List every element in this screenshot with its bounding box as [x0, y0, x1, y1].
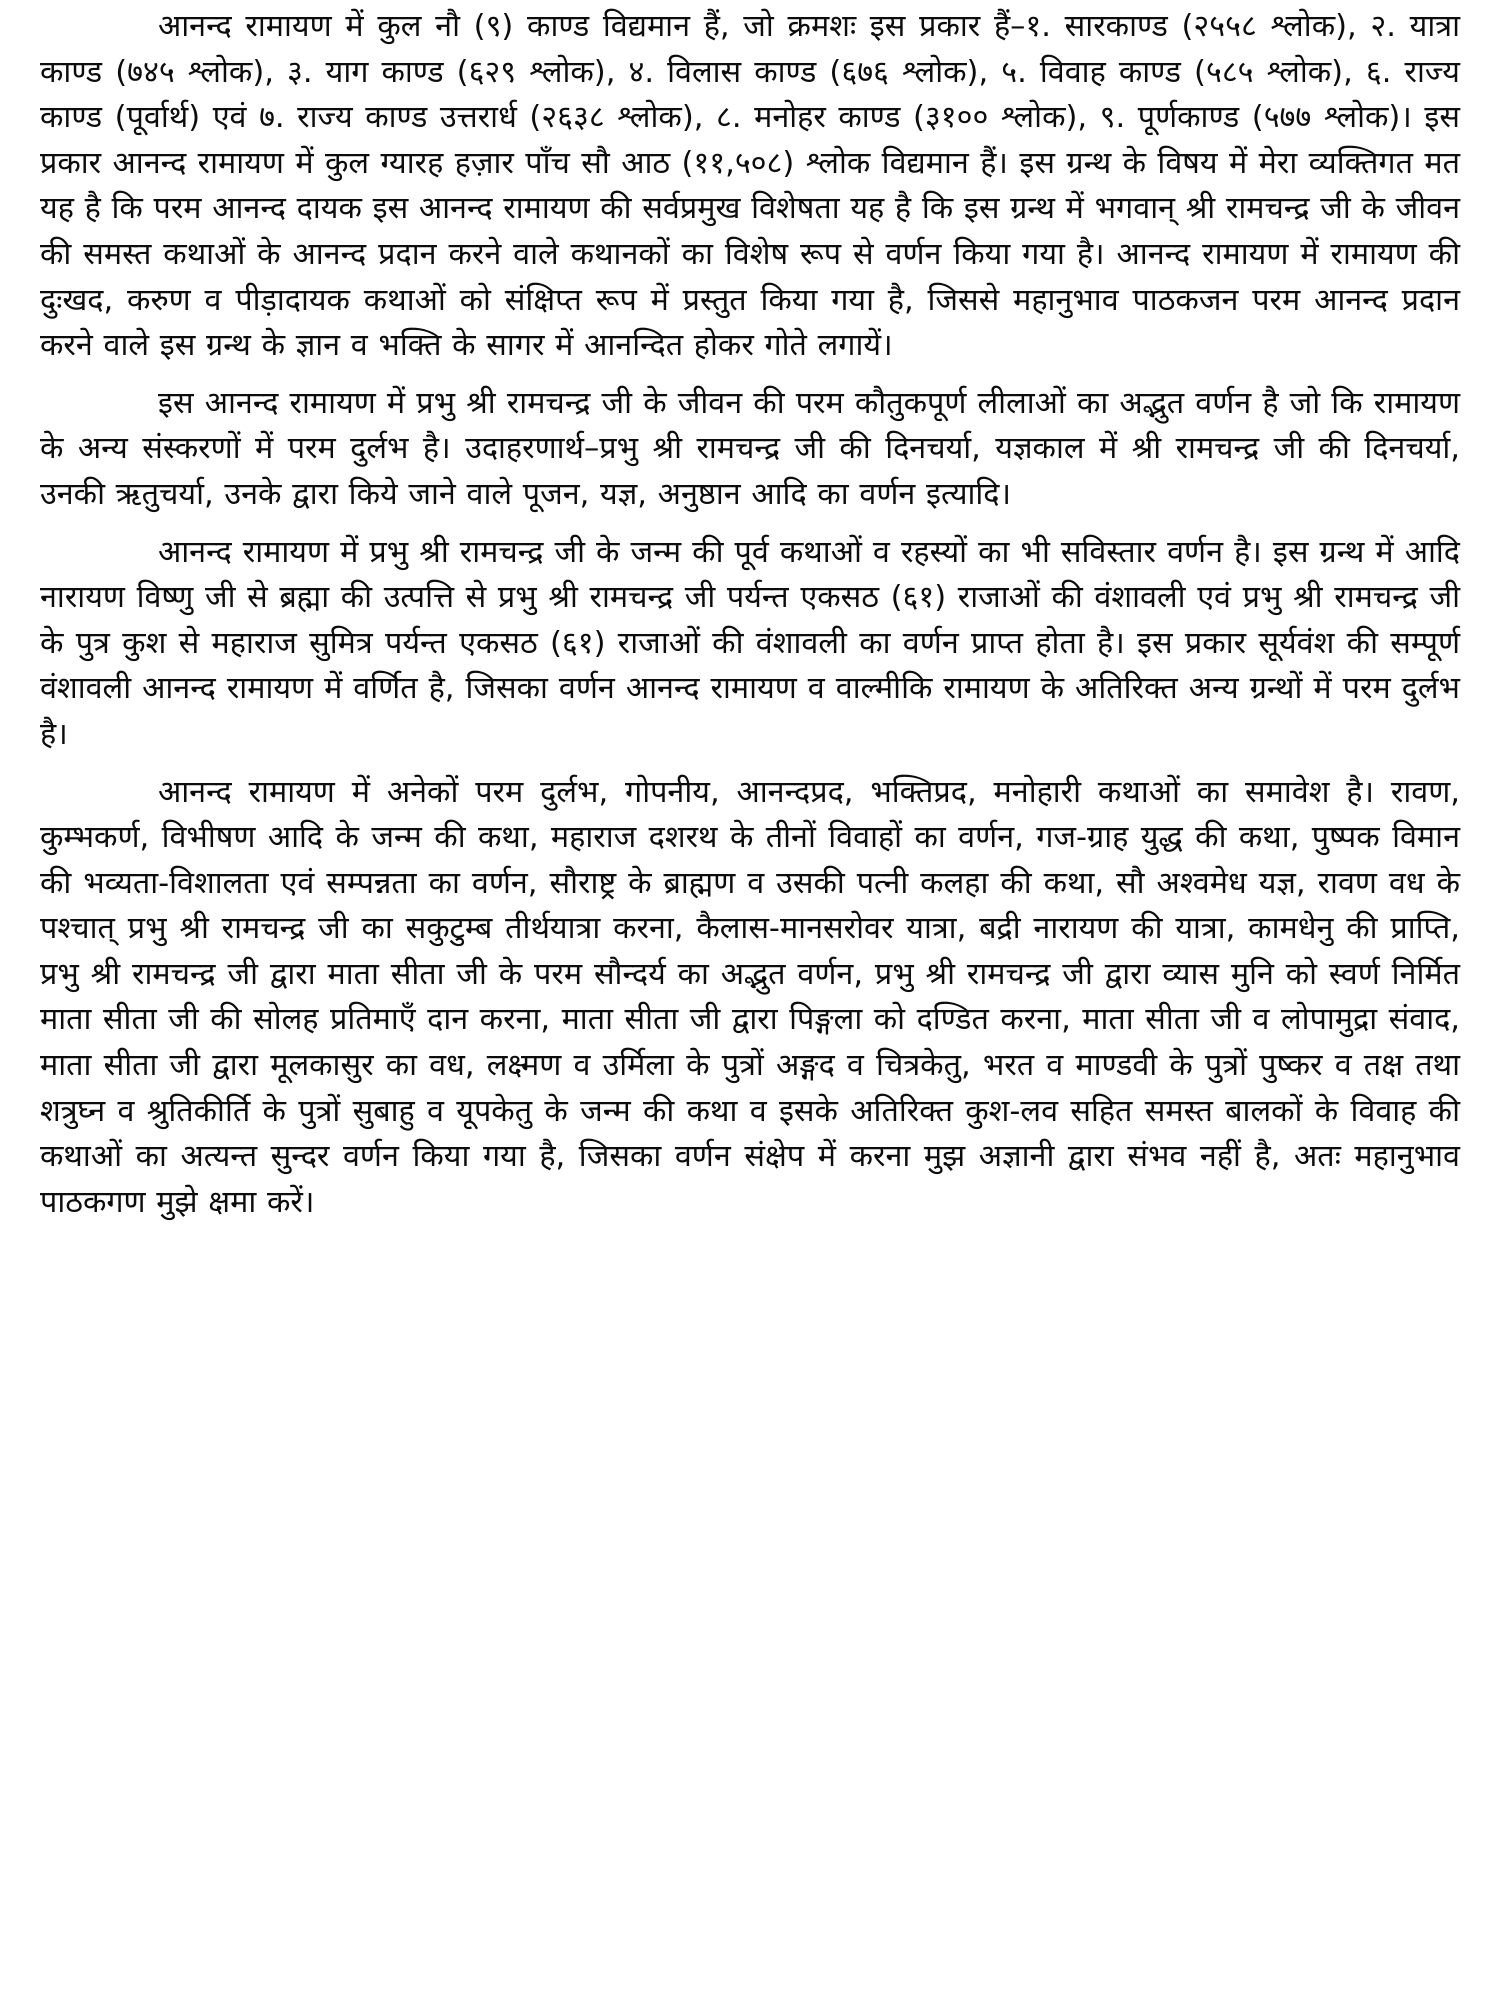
document-page: [40, 4, 1460, 1964]
paragraph-leela-description: इस आनन्द रामायण में प्रभु श्री रामचन्द्र जी के जीवन की परम कौतुकपूर्ण लीलाओं का अद्भुत वर्णन है जो कि रामायण के अन्य संस्करणों में परम दुर्लभ है। उदाहरणार्थ–प्रभु श्री रामचन्द्र जी की दिनचर्या, यज्ञकाल में श्री रामचन्द्र जी की दिनचर्या, उनकी ऋतुचर्या, उनके द्वारा किये जाने वाले पूजन, यज्ञ, अनुष्ठान आदि का वर्णन इत्यादि।: [40, 385, 1460, 512]
paragraph-suryavansh-genealogy: आनन्द रामायण में प्रभु श्री रामचन्द्र जी के जन्म की पूर्व कथाओं व रहस्यों का भी सविस्तार वर्णन है। इस ग्रन्थ में आदि नारायण विष्णु जी से ब्रह्मा की उत्पत्ति से प्रभु श्री रामचन्द्र जी पर्यन्त एकसठ (६१) राजाओं की वंशावली एवं प्रभु श्री रामचन्द्र जी के पुत्र कुश से महाराज सुमित्र पर्यन्त एकसठ (६१) राजाओं की वंशावली का वर्णन प्राप्त होता है। इस प्रकार सूर्यवंश की सम्पूर्ण वंशावली आनन्द रामायण में वर्णित है, जिसका वर्णन आनन्द रामायण व वाल्मीकि रामायण के अतिरिक्त अन्य ग्रन्थों में परम दुर्लभ है।: [40, 534, 1460, 752]
paragraph-rare-stories: आनन्द रामायण में अनेकों परम दुर्लभ, गोपनीय, आनन्दप्रद, भक्तिप्रद, मनोहारी कथाओं का समावेश है। रावण, कुम्भकर्ण, विभीषण आदि के जन्म की कथा, महाराज दशरथ के तीनों विवाहों का वर्णन, गज-ग्राह युद्ध की कथा, पुष्पक विमान की भव्यता-विशालता एवं सम्पन्नता का वर्णन, सौराष्ट्र के ब्राह्मण व उसकी पत्नी कलहा की कथा, सौ अश्वमेध यज्ञ, रावण वध के पश्चात् प्रभु श्री रामचन्द्र जी का सकुटुम्ब तीर्थयात्रा करना, कैलास-मानसरोवर यात्रा, बद्री नारायण की यात्रा, कामधेनु की प्राप्ति, प्रभु श्री रामचन्द्र जी द्वारा माता सीता जी के परम सौन्दर्य का अद्भुत वर्णन, प्रभु श्री रामचन्द्र जी द्वारा व्यास मुनि को स्वर्ण निर्मित माता सीता जी की सोलह प्रतिमाएँ दान करना, माता सीता जी द्वारा पिङ्गला को दण्डित करना, माता सीता जी व लोपामुद्रा संवाद, माता सीता जी द्वारा मूलकासुर का वध, लक्ष्मण व उर्मिला के पुत्रों अङ्गद व चित्रकेतु, भरत व माण्डवी के पुत्रों पुष्कर व तक्ष तथा शत्रुघ्न व श्रुतिकीर्ति के पुत्रों सुबाहु व यूपकेतु के जन्म की कथा व इसके अतिरिक्त कुश-लव सहित समस्त बालकों के विवाह की कथाओं का अत्यन्त सुन्दर वर्णन किया गया है, जिसका वर्णन संक्षेप में करना मुझ अज्ञानी द्वारा संभव नहीं है, अतः महानुभाव पाठकगण मुझे क्षमा करें।: [40, 774, 1460, 1220]
paragraph-kanda-summary: आनन्द रामायण में कुल नौ (९) काण्ड विद्यमान हैं, जो क्रमशः इस प्रकार हैं–१. सारकाण्ड (२५५८ श्लोक), २. यात्रा काण्ड (७४५ श्लोक), ३. याग काण्ड (६२९ श्लोक), ४. विलास काण्ड (६७६ श्लोक), ५. विवाह काण्ड (५८५ श्लोक), ६. राज्य काण्ड (पूर्वार्थ) एवं ७. राज्य काण्ड उत्तरार्ध (२६३८ श्लोक), ८. मनोहर काण्ड (३१०० श्लोक), ९. पूर्णकाण्ड (५७७ श्लोक)। इस प्रकार आनन्द रामायण में कुल ग्यारह हज़ार पाँच सौ आठ (११,५०८) श्लोक विद्यमान हैं। इस ग्रन्थ के विषय में मेरा व्यक्तिगत मत यह है कि परम आनन्द दायक इस आनन्द रामायण की सर्वप्रमुख विशेषता यह है कि इस ग्रन्थ में भगवान् श्री रामचन्द्र जी के जीवन की समस्त कथाओं के आनन्द प्रदान करने वाले कथानकों का विशेष रूप से वर्णन किया गया है। आनन्द रामायण में रामायण की दुःखद, करुण व पीड़ादायक कथाओं को संक्षिप्त रूप में प्रस्तुत किया गया है, जिससे महानुभाव पाठकजन परम आनन्द प्रदान करने वाले इस ग्रन्थ के ज्ञान व भक्ति के सागर में आनन्दित होकर गोते लगायें।: [40, 9, 1460, 364]
